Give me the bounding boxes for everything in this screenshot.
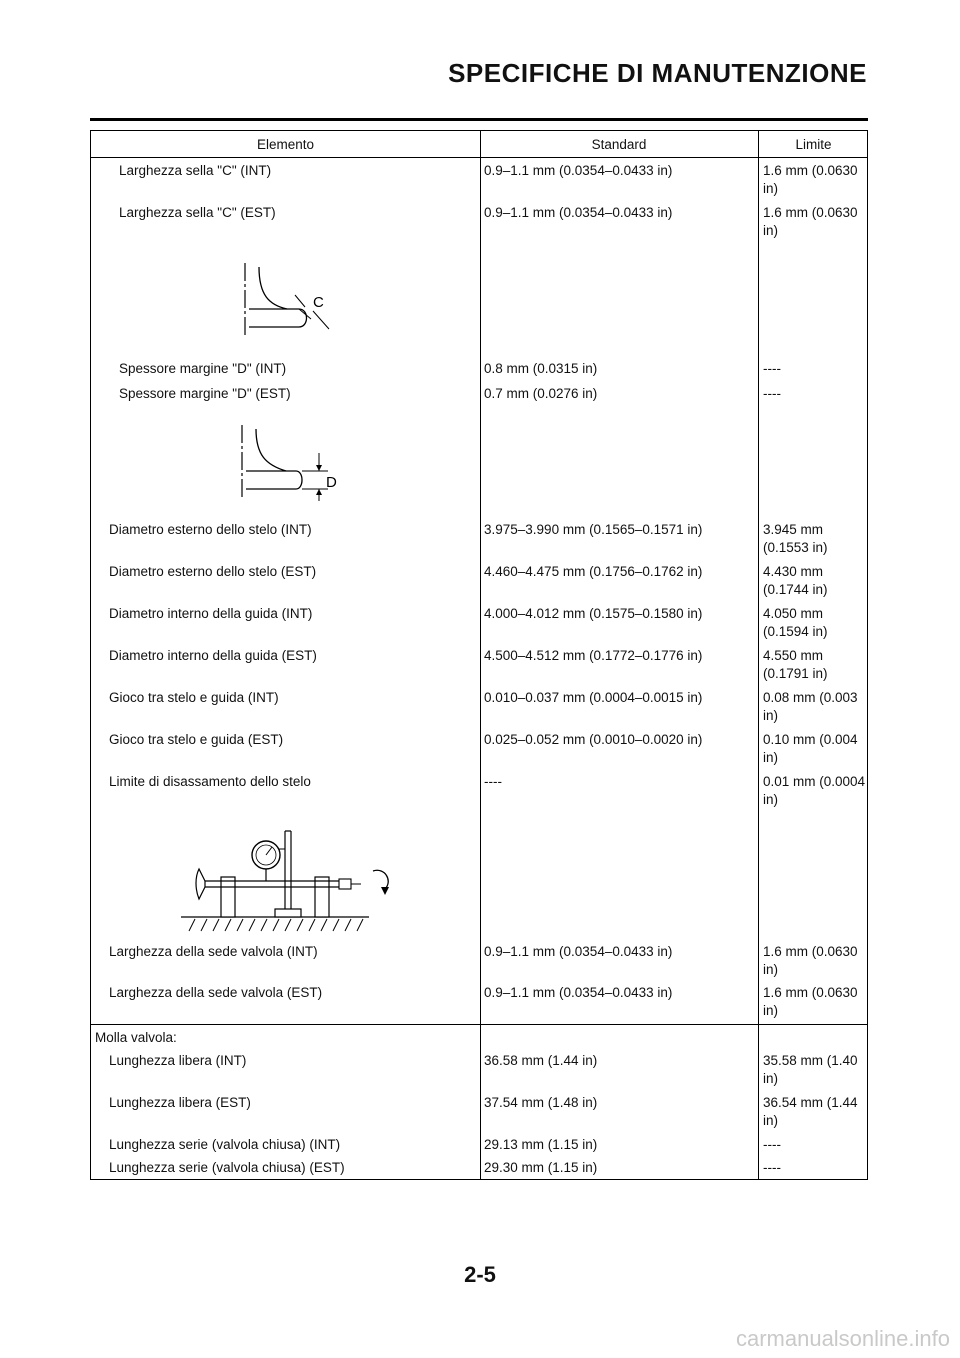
row-label: Larghezza della sede valvola (INT) [109,944,318,959]
row-limit: ---- [763,386,781,401]
row-label: Larghezza sella "C" (EST) [119,205,276,220]
column-divider [758,131,759,1179]
row-standard: 29.13 mm (1.15 in) [484,1137,598,1152]
row-label: Gioco tra stelo e guida (EST) [109,732,284,747]
section-divider [91,1024,867,1025]
row-label: Larghezza sella "C" (INT) [119,163,272,178]
valve-seat-width-figure [239,257,351,343]
page-title: SPECIFICHE DI MANUTENZIONE [448,58,867,88]
row-standard: 4.460–4.475 mm (0.1756–0.1762 in) [484,564,703,579]
row-standard: 37.54 mm (1.48 in) [484,1095,598,1110]
row-limit: ---- [763,361,781,376]
row-standard: 0.9–1.1 mm (0.0354–0.0433 in) [484,163,673,178]
row-label: Spessore margine "D" (INT) [119,361,287,376]
section-label-molla-valvola: Molla valvola: [95,1030,177,1045]
stem-runout-dial-gauge-figure [181,821,471,933]
row-label: Lunghezza libera (EST) [109,1095,251,1110]
row-limit: 0.08 mm (0.003 in) [763,690,858,723]
row-standard: 0.025–0.052 mm (0.0010–0.0020 in) [484,732,703,747]
row-limit: 0.01 mm (0.0004 in) [763,774,866,807]
row-standard: 0.010–0.037 mm (0.0004–0.0015 in) [484,690,703,705]
row-limit: ---- [763,1137,781,1152]
column-header-elemento: Elemento [256,137,315,152]
row-limit: 1.6 mm (0.0630 in) [763,205,858,238]
row-label: Diametro esterno dello stelo (INT) [109,522,312,537]
row-limit: 36.54 mm (1.44 in) [763,1095,858,1128]
row-limit: ---- [763,1160,781,1175]
row-standard: 36.58 mm (1.44 in) [484,1053,598,1068]
row-standard: 4.000–4.012 mm (0.1575–0.1580 in) [484,606,703,621]
row-limit: 4.050 mm (0.1594 in) [763,606,828,639]
row-label: Larghezza della sede valvola (EST) [109,985,323,1000]
row-standard: 29.30 mm (1.15 in) [484,1160,598,1175]
row-standard: 0.9–1.1 mm (0.0354–0.0433 in) [484,944,673,959]
row-limit: 4.550 mm (0.1791 in) [763,648,828,681]
row-label: Diametro esterno dello stelo (EST) [109,564,317,579]
column-header-standard: Standard [591,137,647,152]
spec-table [90,130,868,1180]
watermark: carmanualsonline.info [735,1326,950,1351]
row-limit: 4.430 mm (0.1744 in) [763,564,828,597]
row-label: Lunghezza serie (valvola chiusa) (EST) [109,1160,345,1175]
row-label: Lunghezza serie (valvola chiusa) (INT) [109,1137,341,1152]
row-limit: 35.58 mm (1.40 in) [763,1053,858,1086]
row-standard: 0.9–1.1 mm (0.0354–0.0433 in) [484,205,673,220]
row-standard: 0.9–1.1 mm (0.0354–0.0433 in) [484,985,673,1000]
title-rule [90,118,868,121]
row-label: Gioco tra stelo e guida (INT) [109,690,279,705]
column-header-limite: Limite [795,137,832,152]
row-standard: ---- [484,774,502,789]
row-standard: 3.975–3.990 mm (0.1565–0.1571 in) [484,522,703,537]
row-standard: 0.8 mm (0.0315 in) [484,361,598,376]
valve-margin-figure [236,421,348,503]
row-limit: 1.6 mm (0.0630 in) [763,944,858,977]
column-divider [480,131,481,1179]
row-limit: 1.6 mm (0.0630 in) [763,985,858,1018]
header-divider [91,157,867,158]
row-standard: 4.500–4.512 mm (0.1772–0.1776 in) [484,648,703,663]
page-number: 2-5 [464,1262,496,1287]
row-limit: 1.6 mm (0.0630 in) [763,163,858,196]
row-label: Lunghezza libera (INT) [109,1053,247,1068]
label-c: C [313,294,324,311]
row-label: Diametro interno della guida (INT) [109,606,313,621]
label-d: D [326,474,337,491]
row-limit: 0.10 mm (0.004 in) [763,732,858,765]
row-label: Limite di disassamento dello stelo [109,774,311,789]
row-label: Spessore margine "D" (EST) [119,386,291,401]
row-label: Diametro interno della guida (EST) [109,648,317,663]
row-standard: 0.7 mm (0.0276 in) [484,386,598,401]
row-limit: 3.945 mm (0.1553 in) [763,522,828,555]
